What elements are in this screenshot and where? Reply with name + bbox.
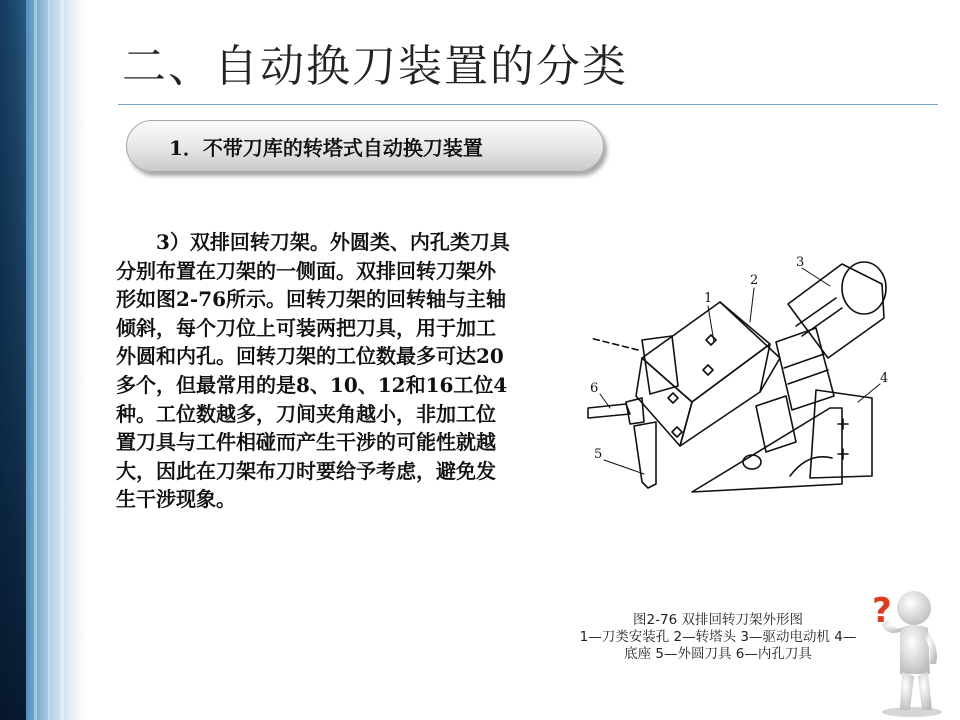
leader-lines — [600, 268, 880, 474]
label-6: 6 — [590, 381, 599, 396]
base-block — [810, 390, 872, 478]
caption-line-1: 图2-76 双排回转刀架外形图 — [633, 612, 803, 628]
turret-base — [692, 408, 842, 492]
thinking-figure-icon — [860, 578, 950, 718]
spindle-ring — [784, 354, 824, 368]
label-2: 2 — [750, 273, 759, 288]
mark-plus — [838, 449, 848, 459]
turret-head-front — [680, 344, 770, 446]
spindle-column — [776, 328, 834, 410]
caption-line-3: 底座 5—外圆刀具 6—内孔刀具 — [624, 646, 812, 662]
outer-tool — [634, 422, 656, 488]
body-paragraph: 3）双排回转刀架。外圆类、内孔类刀具分别布置在刀架的一侧面。双排回转刀架外形如图2-76所示。回转刀架的回转轴与主轴倾斜，每个刀位上可装两把刀具，用于加工外圆和内孔。回转刀架的工位数最多可达20多个，但最常用的是8、10、12和16工位4种。工位数越多，刀间夹角越小，非加工位置刀具与工件相碰而产生干涉的可能性就越大，因此在刀架布刀时要给予考虑，避免发生干涉现象。 — [116, 230, 510, 512]
section-heading-pill — [126, 120, 604, 172]
center-line — [590, 338, 638, 350]
motor-body — [788, 264, 884, 358]
turret-head-edge — [720, 302, 780, 392]
label-5: 5 — [594, 447, 603, 462]
label-3: 3 — [796, 255, 805, 270]
section-heading: 1．不带刀库的转塔式自动换刀装置 — [169, 135, 483, 160]
spindle-tip — [743, 455, 761, 469]
page-title: 二、自动换刀装置的分类 — [122, 41, 628, 92]
label-1: 1 — [704, 291, 713, 306]
left-bar-shadow — [0, 0, 26, 720]
title-divider — [118, 104, 938, 105]
caption-line-2: 1—刀类安装孔 2—转塔头 3—驱动电动机 4— — [579, 629, 857, 645]
mark-plus — [838, 419, 848, 429]
motor-line — [796, 298, 836, 326]
question-mark-icon: ? — [872, 591, 892, 631]
spindle-ring — [788, 370, 828, 384]
motor-line — [802, 308, 842, 336]
left-bar-stripe — [48, 0, 50, 720]
left-decorative-bar — [0, 0, 86, 720]
left-bar-stripe — [34, 0, 37, 720]
turret-diagram — [580, 246, 896, 498]
label-4: 4 — [880, 371, 889, 386]
left-bar-stripe — [60, 0, 64, 720]
motor-end — [842, 262, 886, 314]
